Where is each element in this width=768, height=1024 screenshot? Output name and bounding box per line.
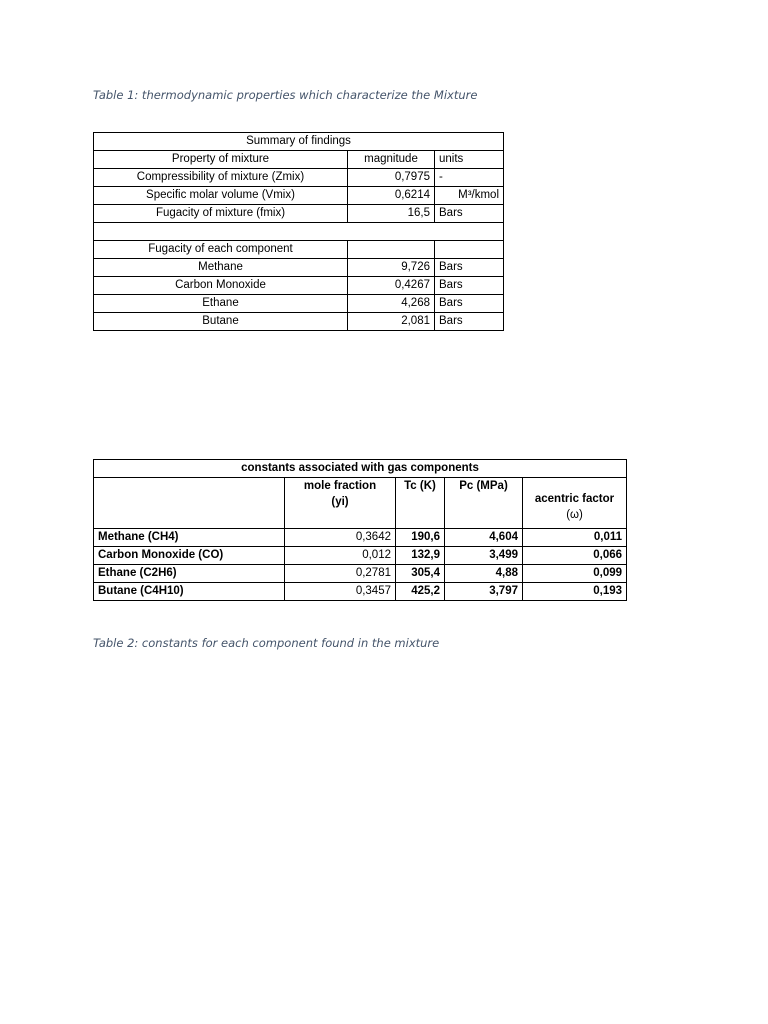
pc-cell: 4,88: [445, 565, 523, 583]
component-name: Methane (CH4): [94, 529, 285, 547]
component-name: Butane (C4H10): [94, 583, 285, 601]
table-row: [94, 529, 627, 547]
table2-caption: Table 2: constants for each component found in the mixture: [93, 636, 440, 650]
table-row: [94, 547, 627, 565]
header-acentric: [523, 478, 627, 529]
magnitude-cell: 0,4267: [348, 277, 435, 295]
acentric-label: acentric factor: [534, 493, 615, 505]
tc-cell: 132,9: [396, 547, 445, 565]
table-row: [94, 313, 504, 331]
header-tc: Tc (K): [396, 478, 445, 529]
empty-cell: [94, 478, 285, 529]
component-name: Carbon Monoxide (CO): [94, 547, 285, 565]
table1-caption: Table 1: thermodynamic properties which characterize the Mixture: [93, 88, 478, 102]
pc-cell: 4,604: [445, 529, 523, 547]
header-pc: Pc (MPa): [445, 478, 523, 529]
summary-title: Summary of findings: [94, 133, 504, 151]
property-cell: Compressibility of mixture (Zmix): [94, 169, 348, 187]
magnitude-cell: 16,5: [348, 205, 435, 223]
component-name: Methane: [94, 259, 348, 277]
table-row: [94, 169, 504, 187]
tc-cell: 305,4: [396, 565, 445, 583]
magnitude-cell: 2,081: [348, 313, 435, 331]
magnitude-cell: 9,726: [348, 259, 435, 277]
empty-cell: [94, 223, 504, 241]
header-mole-fraction: [285, 478, 396, 529]
property-cell: Specific molar volume (Vmix): [94, 187, 348, 205]
spacer-row: [94, 223, 504, 241]
constants-table: [93, 459, 627, 601]
table-row: [94, 187, 504, 205]
magnitude-cell: 4,268: [348, 295, 435, 313]
header-magnitude: magnitude: [348, 151, 435, 169]
acentric-cell: 0,066: [523, 547, 627, 565]
empty-cell: [435, 241, 504, 259]
table-row: [94, 583, 627, 601]
table-row: [94, 295, 504, 313]
table-row: [94, 241, 504, 259]
component-name: Ethane: [94, 295, 348, 313]
component-name: Ethane (C2H6): [94, 565, 285, 583]
tc-cell: 190,6: [396, 529, 445, 547]
table-header-row: [94, 478, 627, 529]
magnitude-cell: 0,6214: [348, 187, 435, 205]
table-header-row: [94, 151, 504, 169]
tc-cell: 425,2: [396, 583, 445, 601]
acentric-cell: 0,011: [523, 529, 627, 547]
units-cell: Bars: [435, 313, 504, 331]
property-cell: Fugacity of mixture (fmix): [94, 205, 348, 223]
table-row: [94, 259, 504, 277]
table-row: [94, 205, 504, 223]
component-name: Butane: [94, 313, 348, 331]
table-row: [94, 133, 504, 151]
units-cell: Bars: [435, 205, 504, 223]
pc-cell: 3,499: [445, 547, 523, 565]
table-row: [94, 277, 504, 295]
header-units: units: [435, 151, 504, 169]
summary-table: [93, 132, 504, 331]
mole-fraction-label: mole fraction: [303, 480, 377, 492]
units-cell: Bars: [435, 277, 504, 295]
units-cell: -: [435, 169, 504, 187]
table-row: [94, 565, 627, 583]
header-property: Property of mixture: [94, 151, 348, 169]
mole-fraction-cell: 0,3642: [285, 529, 396, 547]
pc-cell: 3,797: [445, 583, 523, 601]
mole-fraction-cell: 0,3457: [285, 583, 396, 601]
units-cell: Bars: [435, 295, 504, 313]
table-row: [94, 460, 627, 478]
units-cell: Bars: [435, 259, 504, 277]
acentric-cell: 0,193: [523, 583, 627, 601]
units-cell: M³/kmol: [435, 187, 504, 205]
mole-fraction-cell: 0,2781: [285, 565, 396, 583]
empty-cell: [348, 241, 435, 259]
component-name: Carbon Monoxide: [94, 277, 348, 295]
acentric-symbol: (ω): [566, 509, 583, 521]
component-header: Fugacity of each component: [94, 241, 348, 259]
mole-fraction-symbol: (yi): [331, 496, 349, 508]
constants-title: constants associated with gas components: [94, 460, 627, 478]
mole-fraction-cell: 0,012: [285, 547, 396, 565]
acentric-cell: 0,099: [523, 565, 627, 583]
magnitude-cell: 0,7975: [348, 169, 435, 187]
